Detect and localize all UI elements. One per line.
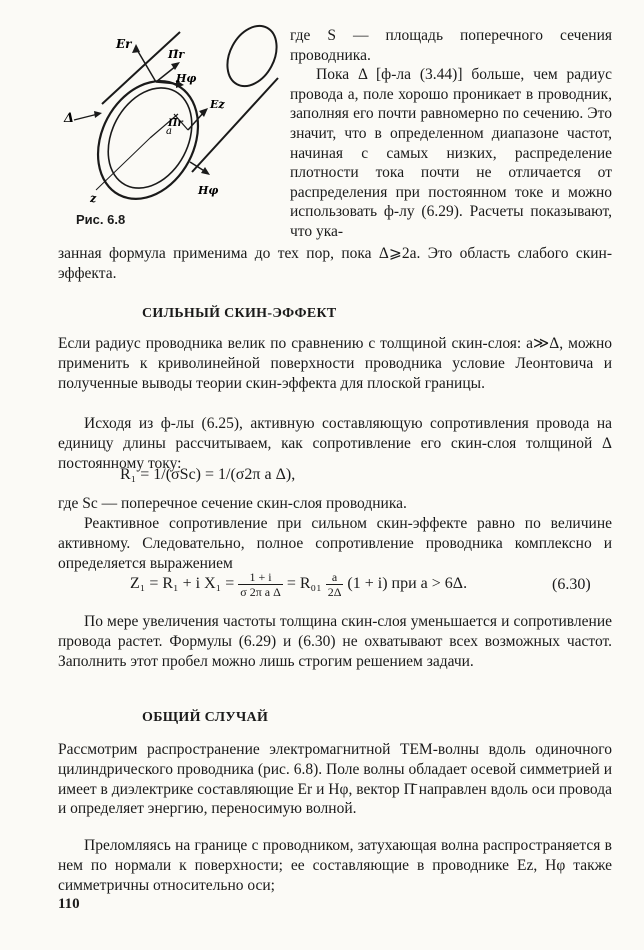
section-heading-strong-skin-effect: СИЛЬНЫЙ СКИН-ЭФФЕКТ — [142, 306, 337, 321]
formula-lhs: Z₁ = R₁ + i X₁ = — [130, 575, 235, 593]
label-Pi-r-top: П̄r — [168, 48, 185, 61]
paragraph: Исходя из ф-лы (6.25), активную составляющую сопротивления провода на единицу длины рассчитываем, как сопротивление его скин-слоя толщиной Δ постоянному току: — [58, 415, 612, 472]
paragraph: По мере увеличения частоты толщина скин-слоя уменьшается и сопротивление провода растет. Формулы (6.29) и (6.30) не охватывают всех возможных частот. Заполнить этот пробел можно лишь строгим решением задачи. — [58, 613, 612, 670]
label-E-r: Er — [116, 37, 132, 51]
conductor-diagram — [60, 22, 290, 232]
formula-Z1 — [130, 570, 467, 599]
section2-para2 — [58, 836, 612, 895]
label-a: a — [166, 126, 172, 137]
section1-para2 — [58, 414, 612, 473]
paragraph: Рассмотрим распространение электромагнитной ТЕМ-волны вдоль одиночного цилиндрического проводника (рис. 6.8). Поле волны обладает осевой симметрией и имеет в диэлектрике составляющие Er и Hφ, вектор П̄ направлен вдоль оси провода и определяет энергию, переносимую волной. — [58, 741, 612, 818]
section1-para1 — [58, 334, 612, 393]
section1-para5 — [58, 612, 612, 671]
paragraph: где S — площадь поперечного сечения проводника. — [290, 27, 612, 64]
paragraph: где Sc — поперечное сечение скин-слоя проводника. — [58, 495, 407, 512]
continuation-text — [58, 244, 612, 283]
label-H-phi-bottom: Hφ — [198, 184, 219, 197]
label-z: z — [90, 192, 97, 205]
section1-para3 — [58, 494, 612, 514]
frac2-denominator: 2Δ — [327, 585, 342, 599]
formula-R1: R₁ = 1/(σSc) = 1/(σ2π a Δ), — [120, 466, 296, 483]
page-number: 110 — [58, 896, 80, 912]
label-H-phi-top: Hφ — [176, 72, 197, 85]
section1-para4 — [58, 514, 612, 573]
frac1-numerator: 1 + i — [238, 570, 283, 585]
fraction-2 — [326, 570, 344, 599]
equation-number: (6.30) — [552, 576, 591, 593]
label-delta: Δ — [64, 111, 75, 126]
frac2-numerator: a — [326, 570, 344, 585]
label-Pi-r-inner: П̄r — [168, 118, 183, 129]
section-heading-general-case: ОБЩИЙ СЛУЧАЙ — [142, 710, 269, 725]
right-column-text — [290, 26, 612, 242]
label-E-z: Ez — [210, 98, 225, 111]
paragraph: Преломляясь на границе с проводником, затухающая волна распространяется в нем по нормали к поверхности; ее составляющие в проводнике Ez, Hφ также симметричны относительно оси; — [58, 837, 612, 894]
paragraph: Если радиус проводника велик по сравнению с толщиной скин-слоя: a≫Δ, можно применить к криволинейной поверхности проводника условие Леонтовича и полученные выводы теории скин-эффекта для плоской границы. — [58, 335, 612, 392]
paragraph: Реактивное сопротивление при сильном скин-эффекте равно по величине активному. Следовательно, полное сопротивление проводника комплексно и определяется выражением — [58, 515, 612, 572]
figure-caption: Рис. 6.8 — [76, 212, 126, 227]
frac1-denominator: σ 2π a Δ — [240, 585, 281, 599]
section2-para1 — [58, 740, 612, 819]
formula-mid: = R₀₁ — [286, 575, 322, 593]
paragraph: занная формула применима до тех пор, пока Δ⩾2a. Это область слабого скин-эффекта. — [58, 245, 612, 282]
figure-6-8 — [60, 22, 290, 232]
paragraph: Пока Δ [ф-ла (3.44)] больше, чем радиус провода a, поле хорошо проникает в проводник, заполняя его почти равномерно по сечению. Это значит, что в определенном диапазоне частот, начиная с самых низких, распределение плотности тока почти не отличается от распределения при постоянном токе и можно использовать ф-лу (6.29). Расчеты показывают, что ука- — [290, 66, 612, 240]
fraction-1 — [238, 570, 283, 599]
formula-rhs: (1 + i) при a > 6Δ. — [347, 575, 468, 593]
